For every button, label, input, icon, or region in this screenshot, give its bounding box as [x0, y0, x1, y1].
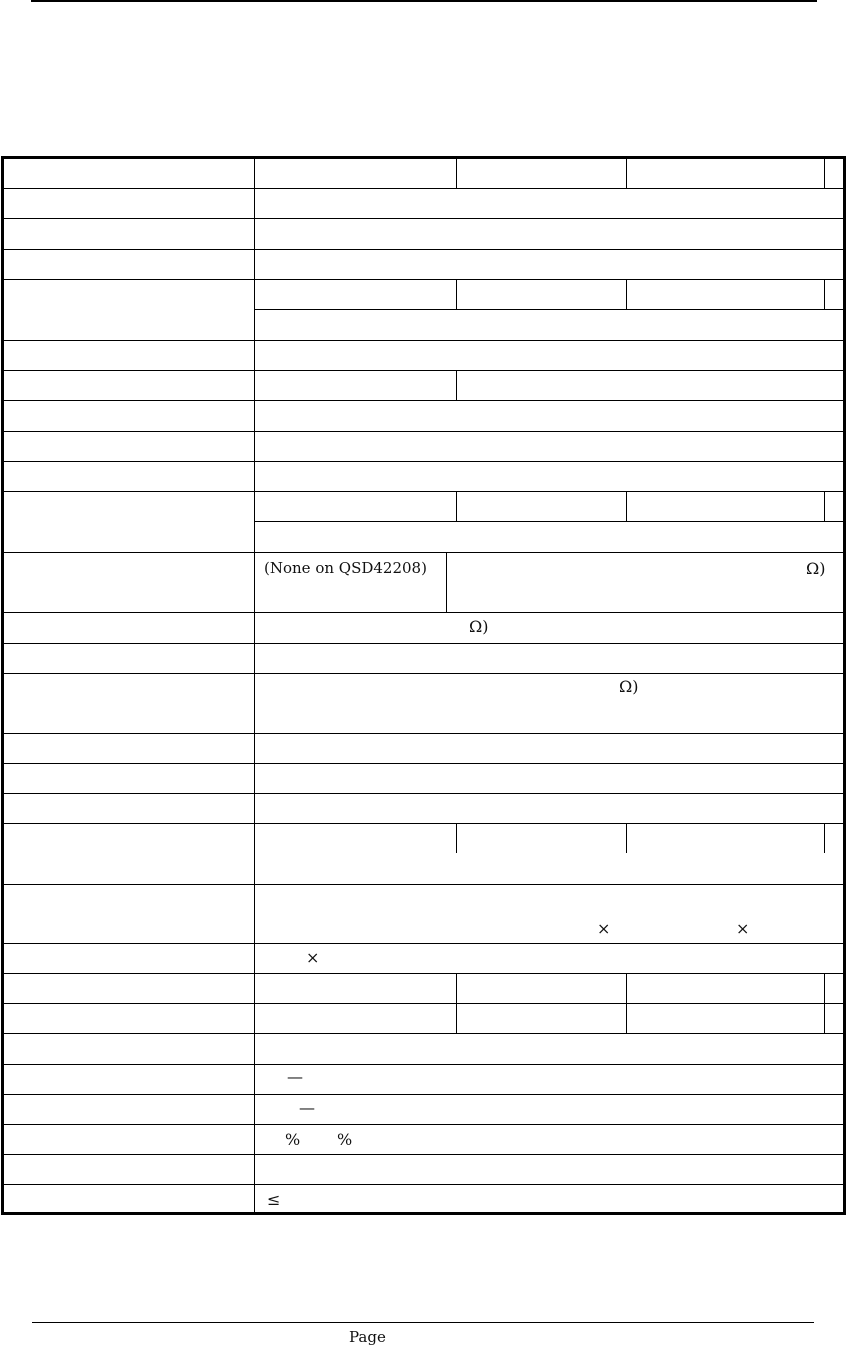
spec-table: [1, 156, 846, 1215]
times-symbol-1: ×: [597, 919, 611, 938]
header-rule: [31, 0, 817, 2]
table-grid: [4, 159, 843, 1212]
footer-rule: [32, 1322, 814, 1323]
ohm-unit-1: Ω): [806, 559, 826, 578]
ohm-unit-2: Ω): [469, 617, 489, 636]
times-symbol-2: ×: [736, 919, 750, 938]
dash-symbol-1: —: [287, 1067, 303, 1086]
ohm-unit-3: Ω): [619, 677, 639, 696]
page-label: Page: [349, 1328, 386, 1346]
dash-symbol-2: —: [299, 1098, 315, 1117]
percent-symbol-1: %: [285, 1130, 301, 1149]
less-equal-symbol: ≤: [267, 1190, 281, 1209]
percent-symbol-2: %: [337, 1130, 353, 1149]
qsd-note: (None on QSD42208): [264, 559, 427, 577]
times-symbol-3: ×: [306, 948, 320, 967]
